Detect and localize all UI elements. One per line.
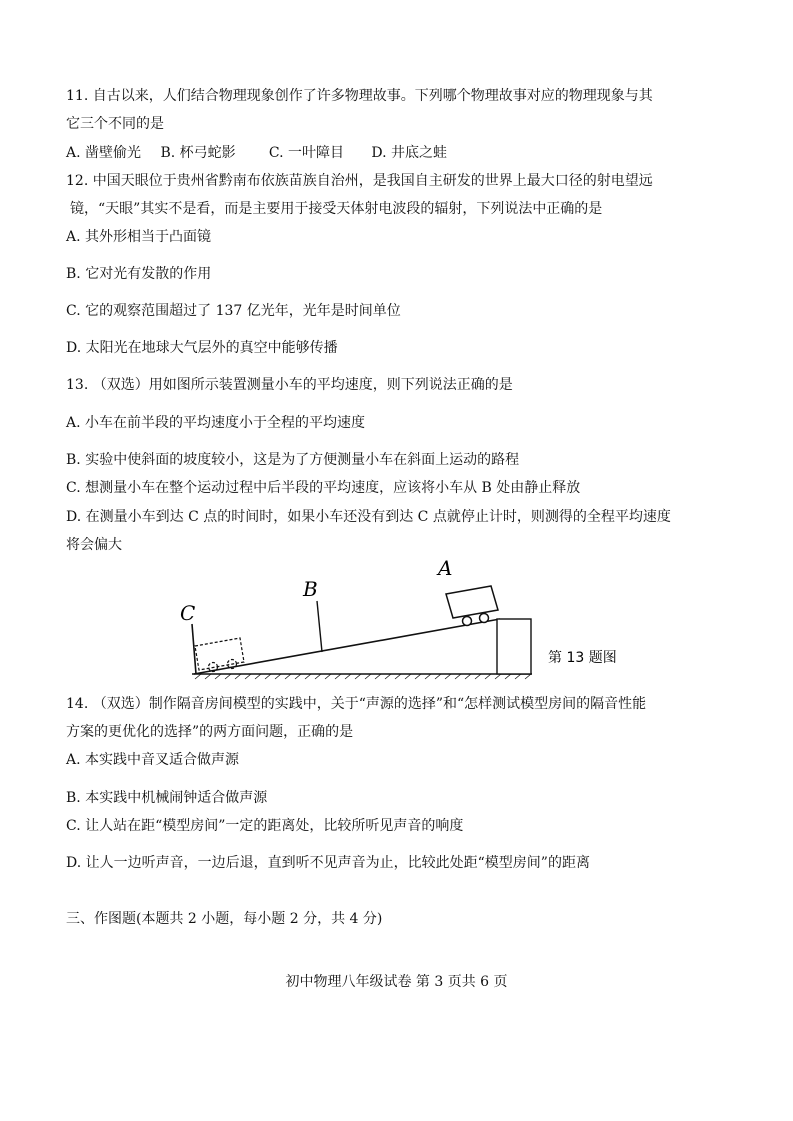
q11-stem-line2: 它三个不同的是 bbox=[66, 116, 164, 132]
q13-stem: 13. （双选）用如图所示装置测量小车的平均速度，则下列说法正确的是 bbox=[66, 377, 513, 393]
label-a: A bbox=[438, 556, 453, 580]
label-b: B bbox=[303, 577, 318, 601]
q13-option-d: D. 在测量小车到达 C 点的时间时，如果小车还没有到达 C 点就停止计时，则测得的全程平均速度 bbox=[66, 509, 671, 525]
q12-option-a: A. 其外形相当于凸面镜 bbox=[66, 229, 212, 245]
page-footer: 初中物理八年级试卷 第 3 页共 6 页 bbox=[285, 974, 508, 990]
section3-heading: 三、作图题(本题共 2 小题，每小题 2 分，共 4 分) bbox=[66, 911, 383, 927]
q12-option-d: D. 太阳光在地球大气层外的真空中能够传播 bbox=[66, 340, 338, 356]
incline-surface bbox=[194, 619, 500, 674]
q11-option-b: B. 杯弓蛇影 bbox=[160, 145, 236, 161]
q14-option-d: D. 让人一边听声音，一边后退，直到听不见声音为止，比较此处距“模型房间”的距离 bbox=[66, 855, 590, 871]
q13-option-d-line2: 将会偏大 bbox=[66, 537, 122, 553]
q14-stem-line1: 14. （双选）制作隔音房间模型的实践中，关于“声源的选择”和“怎样测试模型房间的隔音性能 bbox=[66, 696, 647, 712]
q11-options bbox=[66, 143, 447, 163]
q13-option-b: B. 实验中使斜面的坡度较小，这是为了方便测量小车在斜面上运动的路程 bbox=[66, 452, 520, 468]
q13-figure bbox=[170, 548, 640, 680]
incline-diagram bbox=[170, 548, 640, 680]
q11-option-a: A. 凿壁偷光 bbox=[66, 145, 142, 161]
checkpoint-b-post bbox=[317, 601, 322, 652]
q11-option-c: C. 一叶障目 bbox=[268, 145, 345, 161]
q12-stem-line1: 12. 中国天眼位于贵州省黔南布依族苗族自治州，是我国自主研发的世界上最大口径的射电望远 bbox=[66, 173, 653, 189]
figure-caption: 第 13 题图 bbox=[548, 650, 617, 666]
q13-option-a: A. 小车在前半段的平均速度小于全程的平均速度 bbox=[66, 415, 366, 431]
q11-option-d: D. 井底之蛙 bbox=[371, 145, 447, 161]
q12-option-b: B. 它对光有发散的作用 bbox=[66, 266, 212, 282]
q14-option-a: A. 本实践中音叉适合做声源 bbox=[66, 752, 240, 768]
q14-option-c: C. 让人站在距“模型房间”一定的距离处，比较所听见声音的响度 bbox=[66, 818, 464, 834]
q11-stem-line1: 11. 自古以来，人们结合物理现象创作了许多物理故事。下列哪个物理故事对应的物理现象与其 bbox=[66, 88, 653, 104]
q14-option-b: B. 本实践中机械闹钟适合做声源 bbox=[66, 790, 268, 806]
support-block bbox=[497, 619, 531, 674]
q12-stem-line2: 镜，“天眼”其实不是看，而是主要用于接受天体射电波段的辐射，下列说法中正确的是 bbox=[70, 201, 603, 217]
ground-hatching bbox=[195, 674, 531, 679]
cart-at-a bbox=[446, 586, 498, 626]
q14-stem-line2: 方案的更优化的选择”的两方面问题，正确的是 bbox=[66, 724, 354, 740]
q13-option-c: C. 想测量小车在整个运动过程中后半段的平均速度，应该将小车从 B 处由静止释放 bbox=[66, 480, 581, 496]
q12-option-c: C. 它的观察范围超过了 137 亿光年，光年是时间单位 bbox=[66, 303, 401, 319]
label-c: C bbox=[180, 601, 196, 625]
